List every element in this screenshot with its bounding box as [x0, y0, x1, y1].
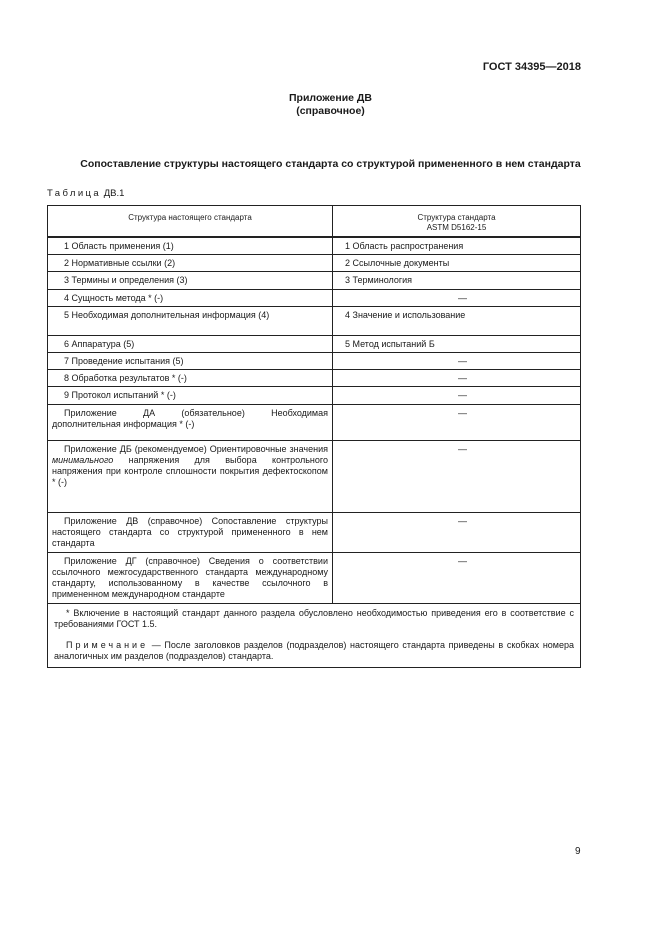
table-row [48, 306, 581, 335]
row-left-line2: дополнительная информация * (-) [52, 418, 195, 429]
row-left: 8 Обработка результатов * (-) [48, 370, 333, 387]
note-text: — После заголовков разделов (подразделов) настоящего стандарта приведены в скобках номера аналогичных им разделов (подразделов) стандарта. [54, 640, 574, 662]
row-right: — [333, 552, 581, 603]
row-left [48, 440, 333, 512]
row-left [48, 552, 333, 603]
table-row [48, 353, 581, 370]
row-left: 5 Необходимая дополнительная информация (4) [48, 306, 333, 335]
table-header-row [48, 206, 581, 238]
col2-header [333, 206, 581, 238]
table-row [48, 552, 581, 603]
row-left-text: Приложение ДВ (справочное) Сопоставление структуры настоящего стандарта со структурой примененного в нем стандарта [52, 515, 328, 549]
table-row [48, 387, 581, 404]
table-caption [47, 188, 124, 199]
table-row [48, 370, 581, 387]
comparison-table [47, 205, 581, 668]
table-footnote-cell [48, 603, 581, 668]
row-right: 3 Терминология [333, 272, 581, 289]
col1-header: Структура настоящего стандарта [48, 206, 333, 238]
note [54, 640, 574, 662]
section-heading: Сопоставление структуры настоящего стандарта со структурой примененного в нем стандарта [80, 158, 581, 170]
row-left-line1: Приложение ДА (обязательное) Необходимая [64, 407, 328, 418]
table-row [48, 440, 581, 512]
row-right: 4 Значение и использование [333, 306, 581, 335]
row-left: 4 Сущность метода * (-) [48, 289, 333, 306]
row-left: 3 Термины и определения (3) [48, 272, 333, 289]
table-row [48, 335, 581, 352]
row-right: — [333, 440, 581, 512]
table-row [48, 289, 581, 306]
note-label: Примечание [66, 640, 149, 651]
table-row [48, 512, 581, 552]
table-caption-prefix: Таблица [47, 188, 102, 199]
table-row [48, 237, 581, 255]
appendix-title: Приложение ДВ [289, 92, 372, 104]
row-left-text-a: Приложение ДБ (рекомендуемое) Ориентировочные значения [64, 443, 328, 454]
page-number: 9 [575, 846, 581, 857]
footnote: * Включение в настоящий стандарт данного раздела обусловлено необходимостью приведения его в соответствие с требованиями ГОСТ 1.5. [54, 607, 574, 629]
row-right: — [333, 289, 581, 306]
row-right: — [333, 404, 581, 440]
col2-header-line1: Структура стандарта [417, 213, 496, 222]
row-left [48, 512, 333, 552]
row-left: 1 Область применения (1) [48, 237, 333, 255]
table-row [48, 255, 581, 272]
row-right: — [333, 353, 581, 370]
row-right: 5 Метод испытаний Б [333, 335, 581, 352]
table-row [48, 404, 581, 440]
row-left-text: Приложение ДГ (справочное) Сведения о соответствии ссылочного межгосударственного стандарта международному стандарту, использованному в качестве ссылочного в примененном международном стандарте [52, 555, 328, 600]
row-right: — [333, 370, 581, 387]
row-left [48, 404, 333, 440]
row-left: 2 Нормативные ссылки (2) [48, 255, 333, 272]
row-left: 9 Протокол испытаний * (-) [48, 387, 333, 404]
row-right: — [333, 387, 581, 404]
table-caption-number: ДВ.1 [103, 188, 125, 199]
row-left-italic: минимального [52, 454, 114, 465]
col2-header-line2: ASTM D5162-15 [426, 223, 487, 232]
appendix-subtitle: (справочное) [296, 105, 365, 117]
standard-number: ГОСТ 34395—2018 [482, 61, 581, 73]
row-right: — [333, 512, 581, 552]
table-row [48, 272, 581, 289]
table-footnote-row [48, 603, 581, 668]
row-right: 1 Область распространения [333, 237, 581, 255]
row-left: 6 Аппаратура (5) [48, 335, 333, 352]
row-right: 2 Ссылочные документы [333, 255, 581, 272]
row-left: 7 Проведение испытания (5) [48, 353, 333, 370]
row-left-text-b: напряжения для выбора контрольного напряжения при контроле сплошности покрытия дефектоскопом * (-) [52, 454, 328, 488]
